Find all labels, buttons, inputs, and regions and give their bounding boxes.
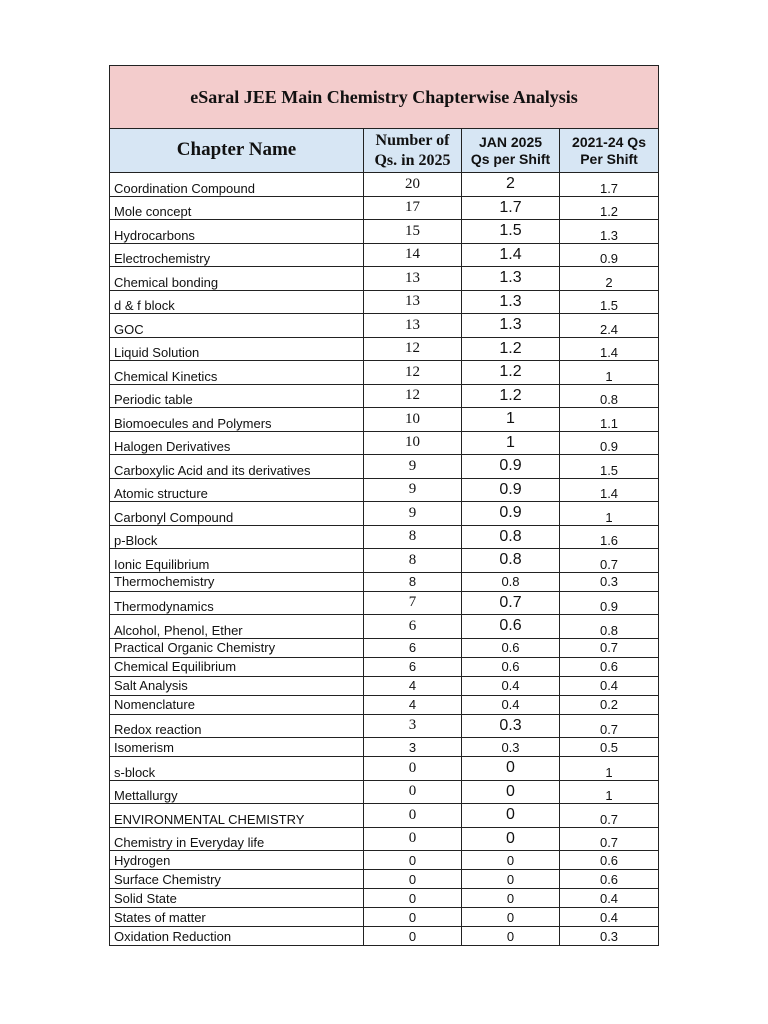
chapter-name-cell: Halogen Derivatives [110, 431, 364, 455]
table-row [110, 196, 659, 220]
jan-2025-per-shift-cell: 1.2 [462, 361, 560, 385]
jan-2025-per-shift-cell: 1.3 [462, 290, 560, 314]
prev-years-per-shift-cell: 1.1 [560, 408, 659, 432]
prev-years-per-shift-cell: 0.4 [560, 889, 659, 908]
prev-years-per-shift-cell: 1.2 [560, 196, 659, 220]
chapter-name-cell: Nomenclature [110, 695, 364, 714]
chapter-name-cell: Thermodynamics [110, 591, 364, 615]
question-count-cell: 6 [364, 657, 462, 676]
prev-years-per-shift-cell: 0.6 [560, 657, 659, 676]
table-row [110, 337, 659, 361]
prev-years-per-shift-cell: 1 [560, 502, 659, 526]
prev-years-per-shift-cell: 0.9 [560, 591, 659, 615]
jan-2025-per-shift-cell: 0.3 [462, 738, 560, 757]
table-row [110, 478, 659, 502]
table-body [110, 66, 659, 946]
table-row [110, 525, 659, 549]
jan-2025-per-shift-cell: 2 [462, 173, 560, 197]
jan-2025-per-shift-cell: 0.9 [462, 478, 560, 502]
table-row [110, 851, 659, 870]
question-count-cell: 13 [364, 267, 462, 291]
jan-2025-per-shift-cell: 0.8 [462, 572, 560, 591]
jan-2025-per-shift-cell: 1.4 [462, 243, 560, 267]
header-count-line2: Qs. in 2025 [374, 151, 451, 169]
header-count-line1: Number of [375, 132, 450, 150]
prev-years-per-shift-cell: 2.4 [560, 314, 659, 338]
chapter-name-cell: Liquid Solution [110, 337, 364, 361]
chapter-name-cell: Salt Analysis [110, 676, 364, 695]
jan-2025-per-shift-cell: 0.4 [462, 695, 560, 714]
chapter-name-cell: Solid State [110, 889, 364, 908]
prev-years-per-shift-cell: 0.4 [560, 676, 659, 695]
prev-years-per-shift-cell: 1.3 [560, 220, 659, 244]
jan-2025-per-shift-cell: 0 [462, 780, 560, 804]
chapter-name-cell: p-Block [110, 525, 364, 549]
prev-years-per-shift-cell: 1.4 [560, 337, 659, 361]
question-count-cell: 13 [364, 290, 462, 314]
jan-2025-per-shift-cell: 0.4 [462, 676, 560, 695]
prev-years-per-shift-cell: 0.7 [560, 827, 659, 851]
table-row [110, 676, 659, 695]
question-count-cell: 4 [364, 676, 462, 695]
table-row [110, 314, 659, 338]
prev-years-per-shift-cell: 1 [560, 780, 659, 804]
header-row [110, 129, 659, 173]
chapter-name-cell: Periodic table [110, 384, 364, 408]
table-row [110, 757, 659, 781]
chapter-name-cell: Coordination Compound [110, 173, 364, 197]
question-count-cell: 0 [364, 889, 462, 908]
prev-years-per-shift-cell: 1 [560, 361, 659, 385]
chapter-name-cell: Ionic Equilibrium [110, 549, 364, 573]
prev-years-per-shift-cell: 2 [560, 267, 659, 291]
title-row [110, 66, 659, 129]
chapter-name-cell: Chemical Equilibrium [110, 657, 364, 676]
header-jan-2025 [462, 129, 560, 173]
prev-years-per-shift-cell: 0.9 [560, 431, 659, 455]
chapter-name-cell: Chemical bonding [110, 267, 364, 291]
question-count-cell: 12 [364, 384, 462, 408]
question-count-cell: 6 [364, 638, 462, 657]
header-jan-line1: JAN 2025 [478, 133, 543, 150]
chapterwise-analysis-table [109, 65, 659, 946]
chapter-name-cell: d & f block [110, 290, 364, 314]
question-count-cell: 9 [364, 502, 462, 526]
table-row [110, 408, 659, 432]
chapter-name-cell: Thermochemistry [110, 572, 364, 591]
question-count-cell: 10 [364, 408, 462, 432]
question-count-cell: 12 [364, 361, 462, 385]
prev-years-per-shift-cell: 1.5 [560, 455, 659, 479]
table-row [110, 591, 659, 615]
chapter-name-cell: Carboxylic Acid and its derivatives [110, 455, 364, 479]
table-row [110, 889, 659, 908]
chapter-name-cell: s-block [110, 757, 364, 781]
jan-2025-per-shift-cell: 0.7 [462, 591, 560, 615]
jan-2025-per-shift-cell: 0.3 [462, 714, 560, 738]
jan-2025-per-shift-cell: 1 [462, 431, 560, 455]
header-prev-line2: Per Shift [580, 150, 638, 167]
table-row [110, 220, 659, 244]
header-question-count [364, 129, 462, 173]
chapter-name-cell: Surface Chemistry [110, 870, 364, 889]
chapter-name-cell: Mettallurgy [110, 780, 364, 804]
jan-2025-per-shift-cell: 1 [462, 408, 560, 432]
jan-2025-per-shift-cell: 0 [462, 908, 560, 927]
question-count-cell: 0 [364, 851, 462, 870]
question-count-cell: 0 [364, 827, 462, 851]
prev-years-per-shift-cell: 0.6 [560, 870, 659, 889]
chapter-name-cell: GOC [110, 314, 364, 338]
jan-2025-per-shift-cell: 0.8 [462, 525, 560, 549]
prev-years-per-shift-cell: 0.7 [560, 714, 659, 738]
question-count-cell: 15 [364, 220, 462, 244]
chapter-name-cell: States of matter [110, 908, 364, 927]
question-count-cell: 8 [364, 525, 462, 549]
question-count-cell: 0 [364, 870, 462, 889]
chapter-name-cell: Hydrogen [110, 851, 364, 870]
chapter-name-cell: Chemical Kinetics [110, 361, 364, 385]
prev-years-per-shift-cell: 1 [560, 757, 659, 781]
chapter-name-cell: Electrochemistry [110, 243, 364, 267]
table-row [110, 431, 659, 455]
jan-2025-per-shift-cell: 0.6 [462, 615, 560, 639]
prev-years-per-shift-cell: 0.2 [560, 695, 659, 714]
table-row [110, 714, 659, 738]
jan-2025-per-shift-cell: 0 [462, 889, 560, 908]
table-row [110, 695, 659, 714]
table-title: eSaral JEE Main Chemistry Chapterwise Analysis [110, 66, 659, 129]
chapter-name-cell: Hydrocarbons [110, 220, 364, 244]
prev-years-per-shift-cell: 0.7 [560, 804, 659, 828]
chapter-name-cell: Isomerism [110, 738, 364, 757]
question-count-cell: 8 [364, 549, 462, 573]
question-count-cell: 6 [364, 615, 462, 639]
chapter-name-cell: Mole concept [110, 196, 364, 220]
jan-2025-per-shift-cell: 1.3 [462, 267, 560, 291]
prev-years-per-shift-cell: 0.3 [560, 572, 659, 591]
prev-years-per-shift-cell: 1.7 [560, 173, 659, 197]
question-count-cell: 9 [364, 455, 462, 479]
question-count-cell: 10 [364, 431, 462, 455]
table-row [110, 455, 659, 479]
question-count-cell: 8 [364, 572, 462, 591]
question-count-cell: 12 [364, 337, 462, 361]
prev-years-per-shift-cell: 0.8 [560, 384, 659, 408]
chapter-name-cell: Chemistry in Everyday life [110, 827, 364, 851]
jan-2025-per-shift-cell: 0.6 [462, 638, 560, 657]
header-2021-24 [560, 129, 659, 173]
question-count-cell: 13 [364, 314, 462, 338]
question-count-cell: 0 [364, 908, 462, 927]
question-count-cell: 0 [364, 780, 462, 804]
prev-years-per-shift-cell: 0.6 [560, 851, 659, 870]
prev-years-per-shift-cell: 0.7 [560, 638, 659, 657]
table-row [110, 243, 659, 267]
jan-2025-per-shift-cell: 0 [462, 851, 560, 870]
question-count-cell: 3 [364, 738, 462, 757]
table-row [110, 361, 659, 385]
question-count-cell: 20 [364, 173, 462, 197]
chapter-name-cell: ENVIRONMENTAL CHEMISTRY [110, 804, 364, 828]
header-chapter-name: Chapter Name [110, 129, 364, 173]
table-row [110, 502, 659, 526]
table-row [110, 804, 659, 828]
prev-years-per-shift-cell: 0.3 [560, 927, 659, 946]
table-row [110, 780, 659, 804]
question-count-cell: 4 [364, 695, 462, 714]
question-count-cell: 3 [364, 714, 462, 738]
prev-years-per-shift-cell: 0.7 [560, 549, 659, 573]
question-count-cell: 17 [364, 196, 462, 220]
jan-2025-per-shift-cell: 0.8 [462, 549, 560, 573]
jan-2025-per-shift-cell: 0.9 [462, 502, 560, 526]
prev-years-per-shift-cell: 0.8 [560, 615, 659, 639]
jan-2025-per-shift-cell: 0 [462, 804, 560, 828]
question-count-cell: 0 [364, 804, 462, 828]
question-count-cell: 14 [364, 243, 462, 267]
header-jan-line2: Qs per Shift [470, 150, 551, 167]
table-row [110, 870, 659, 889]
jan-2025-per-shift-cell: 1.3 [462, 314, 560, 338]
jan-2025-per-shift-cell: 1.2 [462, 337, 560, 361]
table-row [110, 927, 659, 946]
table-row [110, 827, 659, 851]
table-row [110, 549, 659, 573]
jan-2025-per-shift-cell: 0.9 [462, 455, 560, 479]
table-row [110, 738, 659, 757]
chapter-name-cell: Alcohol, Phenol, Ether [110, 615, 364, 639]
question-count-cell: 0 [364, 757, 462, 781]
jan-2025-per-shift-cell: 0 [462, 927, 560, 946]
jan-2025-per-shift-cell: 0 [462, 870, 560, 889]
table-row [110, 267, 659, 291]
prev-years-per-shift-cell: 0.9 [560, 243, 659, 267]
table-row [110, 384, 659, 408]
table-row [110, 173, 659, 197]
jan-2025-per-shift-cell: 0 [462, 827, 560, 851]
jan-2025-per-shift-cell: 0.6 [462, 657, 560, 676]
table-row [110, 615, 659, 639]
chapter-name-cell: Oxidation Reduction [110, 927, 364, 946]
table-row [110, 572, 659, 591]
prev-years-per-shift-cell: 1.4 [560, 478, 659, 502]
table-row [110, 638, 659, 657]
table-row [110, 908, 659, 927]
table-row [110, 657, 659, 676]
jan-2025-per-shift-cell: 1.5 [462, 220, 560, 244]
question-count-cell: 7 [364, 591, 462, 615]
chapter-name-cell: Practical Organic Chemistry [110, 638, 364, 657]
header-prev-line1: 2021-24 Qs [572, 133, 646, 150]
prev-years-per-shift-cell: 1.5 [560, 290, 659, 314]
chapter-name-cell: Biomoecules and Polymers [110, 408, 364, 432]
prev-years-per-shift-cell: 0.4 [560, 908, 659, 927]
question-count-cell: 9 [364, 478, 462, 502]
prev-years-per-shift-cell: 0.5 [560, 738, 659, 757]
prev-years-per-shift-cell: 1.6 [560, 525, 659, 549]
chapter-name-cell: Atomic structure [110, 478, 364, 502]
jan-2025-per-shift-cell: 1.2 [462, 384, 560, 408]
jan-2025-per-shift-cell: 1.7 [462, 196, 560, 220]
chapter-name-cell: Redox reaction [110, 714, 364, 738]
table-row [110, 290, 659, 314]
chapter-name-cell: Carbonyl Compound [110, 502, 364, 526]
question-count-cell: 0 [364, 927, 462, 946]
jan-2025-per-shift-cell: 0 [462, 757, 560, 781]
